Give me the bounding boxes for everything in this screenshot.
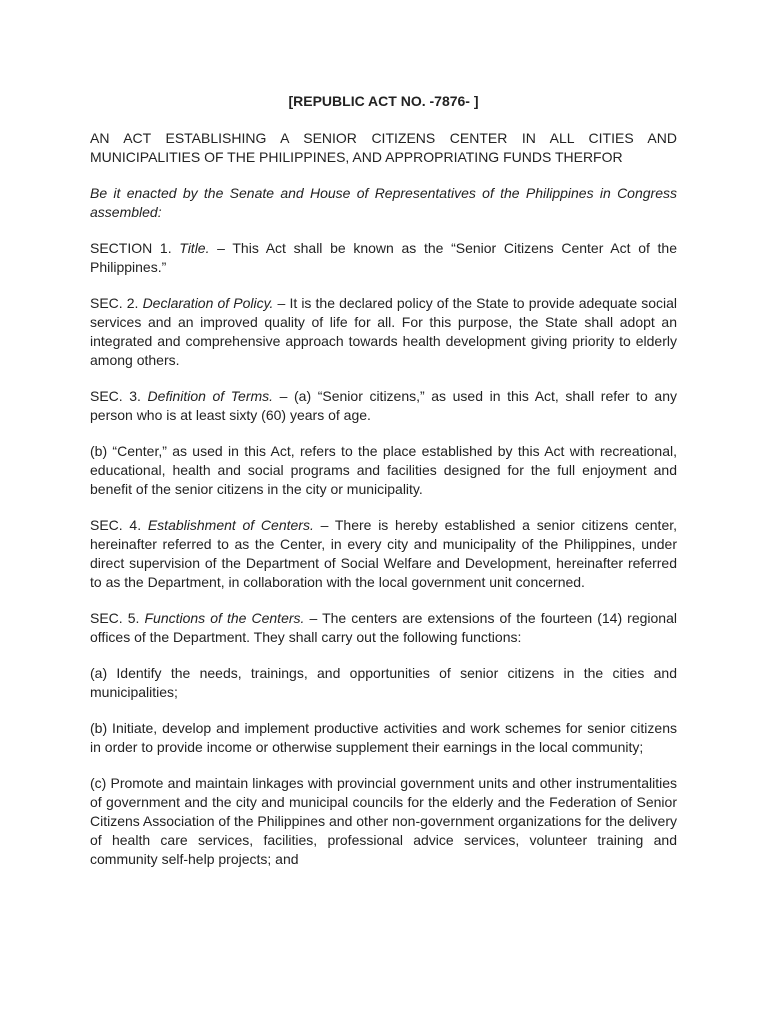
function-a: (a) Identify the needs, trainings, and opportunities of senior citizens in the cities and municipalities; [90, 665, 677, 700]
section-3 [90, 387, 677, 425]
section-1 [90, 239, 677, 277]
function-c: (c) Promote and maintain linkages with provincial government units and other instrumentalities of government and the city and municipal councils for the elderly and the Federation of Senior Citizens Association of the Philippines and other non-government organizations for the delivery of health care services, facilities, professional advice services, volunteer training and community self-help projects; and [90, 775, 677, 867]
section-4-heading: Establishment of Centers. [147, 517, 314, 533]
section-5-body: – The centers are extensions of the fourteen (14) regional offices of the Department. They shall carry out the following functions: [90, 610, 677, 645]
act-title: AN ACT ESTABLISHING A SENIOR CITIZENS CENTER IN ALL CITIES AND MUNICIPALITIES OF THE PHILIPPINES, AND APPROPRIATING FUNDS THERFOR [90, 130, 677, 165]
section-2 [90, 294, 677, 370]
enacting-clause: Be it enacted by the Senate and House of Representatives of the Philippines in Congress assembled: [90, 185, 677, 220]
document-page [90, 92, 677, 886]
section-5-prefix: SEC. 5. [90, 610, 145, 626]
section-3-b: (b) “Center,” as used in this Act, refers to the place established by this Act with recreational, educational, health and social programs and facilities designed for the full enjoyment and benefit of the senior citizens in the city or municipality. [90, 443, 677, 497]
function-b: (b) Initiate, develop and implement productive activities and work schemes for senior citizens in order to provide income or otherwise supplement their earnings in the local community; [90, 720, 677, 755]
section-3-body: – (a) “Senior citizens,” as used in this Act, shall refer to any person who is at least sixty (60) years of age. [90, 388, 678, 423]
section-4 [90, 516, 677, 592]
section-2-body: – It is the declared policy of the State to provide adequate social services and an improved quality of life for all. For this purpose, the State shall adopt an integrated and comprehensive approach towards health development giving priority to elderly among others. [90, 295, 677, 368]
section-3-heading: Definition of Terms. [147, 388, 274, 404]
section-4-body: – There is hereby established a senior citizens center, hereinafter referred to as the Center, in every city and municipality of the Philippines, under direct supervision of the Department of Social Welfare and Development, hereinafter referred to as the Department, in collaboration with the local government unit concerned. [90, 517, 678, 590]
section-2-heading: Declaration of Policy. [142, 295, 274, 311]
section-1-body: – This Act shall be known as the “Senior Citizens Center Act of the Philippines.” [90, 240, 678, 275]
document-title: [REPUBLIC ACT NO. -7876- ] [288, 93, 479, 109]
section-3-prefix: SEC. 3. [90, 388, 148, 404]
section-1-prefix: SECTION 1. [90, 240, 180, 256]
section-4-prefix: SEC. 4. [90, 517, 148, 533]
section-5-heading: Functions of the Centers. [144, 610, 305, 626]
section-2-prefix: SEC. 2. [90, 295, 143, 311]
section-5 [90, 609, 677, 647]
section-1-heading: Title. [179, 240, 210, 256]
